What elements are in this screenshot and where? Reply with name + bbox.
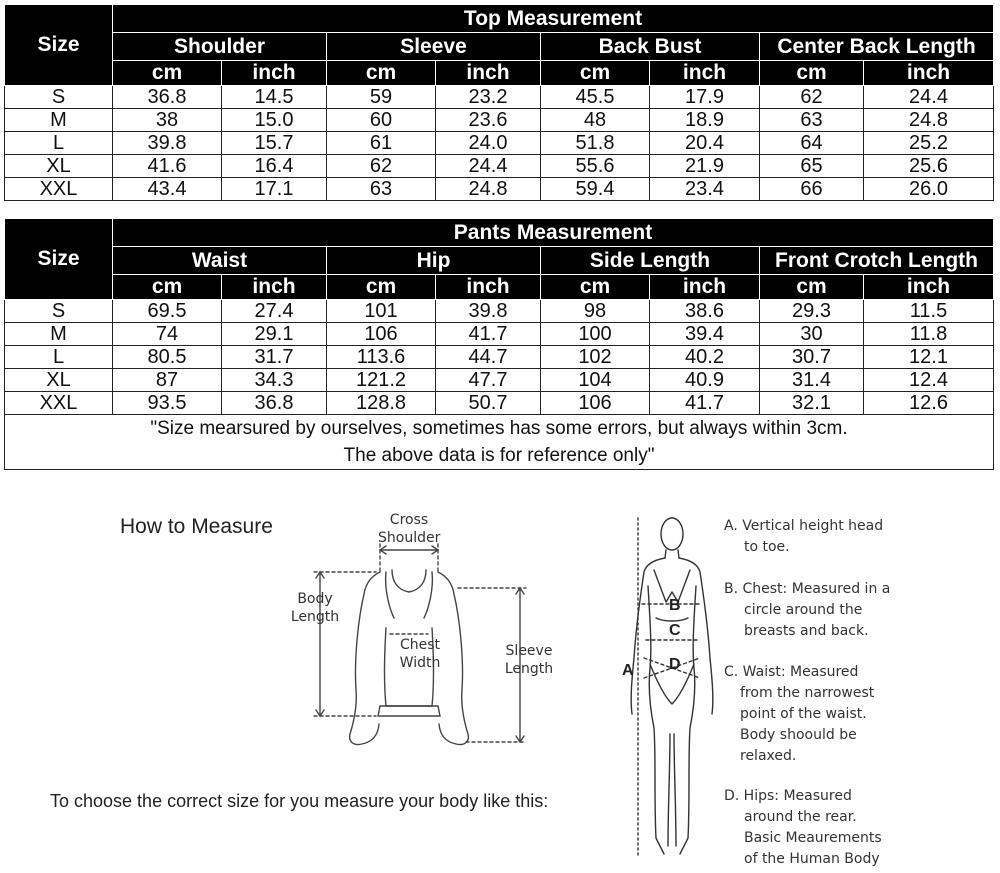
value-cell: 21.9 (650, 155, 760, 178)
value-cell: 24.0 (436, 132, 541, 155)
column-header-hip: Hip (327, 247, 541, 275)
value-cell: 36.8 (222, 392, 327, 415)
unit-header: cm (327, 61, 436, 86)
size-cell: XL (5, 155, 113, 178)
value-cell: 30 (760, 323, 864, 346)
value-cell: 106 (327, 323, 436, 346)
value-cell: 24.8 (864, 109, 994, 132)
disclaimer-line-1: "Size mearsured by ourselves, sometimes has some errors, but always within 3cm. (150, 418, 848, 439)
disclaimer-note (5, 415, 994, 470)
unit-header: cm (113, 275, 222, 300)
value-cell: 20.4 (650, 132, 760, 155)
value-cell: 12.6 (864, 392, 994, 415)
value-cell: 41.7 (436, 323, 541, 346)
table-row (5, 369, 994, 392)
marker-d: D (669, 656, 681, 673)
value-cell: 11.5 (864, 300, 994, 323)
value-cell: 38 (113, 109, 222, 132)
value-cell: 15.7 (222, 132, 327, 155)
value-cell: 69.5 (113, 300, 222, 323)
value-cell: 26.0 (864, 178, 994, 201)
value-cell: 128.8 (327, 392, 436, 415)
value-cell: 101 (327, 300, 436, 323)
value-cell: 23.2 (436, 86, 541, 109)
sweater-diagram (280, 510, 580, 760)
unit-header: inch (436, 61, 541, 86)
value-cell: 60 (327, 109, 436, 132)
value-cell: 41.6 (113, 155, 222, 178)
value-cell: 39.8 (436, 300, 541, 323)
value-cell: 17.9 (650, 86, 760, 109)
size-cell: S (5, 300, 113, 323)
size-cell: S (5, 86, 113, 109)
table-row (5, 392, 994, 415)
value-cell: 59 (327, 86, 436, 109)
pants-measurement-title: Pants Measurement (113, 219, 994, 247)
value-cell: 16.4 (222, 155, 327, 178)
value-cell: 40.2 (650, 346, 760, 369)
value-cell: 61 (327, 132, 436, 155)
value-cell: 23.6 (436, 109, 541, 132)
value-cell: 48 (541, 109, 650, 132)
table-row (5, 155, 994, 178)
column-header-back-bust: Back Bust (541, 33, 760, 61)
value-cell: 66 (760, 178, 864, 201)
value-cell: 32.1 (760, 392, 864, 415)
size-cell: XXL (5, 178, 113, 201)
table-row (5, 132, 994, 155)
value-cell: 98 (541, 300, 650, 323)
unit-header: inch (864, 61, 994, 86)
value-cell: 29.3 (760, 300, 864, 323)
value-cell: 106 (541, 392, 650, 415)
value-cell: 12.4 (864, 369, 994, 392)
unit-header: inch (864, 275, 994, 300)
unit-header: cm (327, 275, 436, 300)
unit-header: cm (760, 61, 864, 86)
value-cell: 50.7 (436, 392, 541, 415)
value-cell: 29.1 (222, 323, 327, 346)
value-cell: 24.4 (436, 155, 541, 178)
value-cell: 80.5 (113, 346, 222, 369)
column-header-front-crotch-length: Front Crotch Length (760, 247, 994, 275)
value-cell: 34.3 (222, 369, 327, 392)
measure-instruction: To choose the correct size for you measure your body like this: (50, 791, 549, 811)
value-cell: 30.7 (760, 346, 864, 369)
size-cell: XL (5, 369, 113, 392)
size-cell: XXL (5, 392, 113, 415)
size-cell: L (5, 346, 113, 369)
unit-header: inch (222, 61, 327, 86)
human-body-diagram (620, 508, 720, 870)
description-a: A. Vertical height head to toe. (724, 518, 884, 555)
unit-header: cm (541, 61, 650, 86)
value-cell: 62 (760, 86, 864, 109)
value-cell: 44.7 (436, 346, 541, 369)
value-cell: 25.6 (864, 155, 994, 178)
unit-header: inch (222, 275, 327, 300)
unit-header: inch (650, 61, 760, 86)
description-d: D. Hips: Measured around the rear. Basic Meaurements of the Human Body (724, 788, 882, 867)
value-cell: 62 (327, 155, 436, 178)
size-header: Size (5, 5, 113, 86)
value-cell: 104 (541, 369, 650, 392)
how-to-measure-heading: How to Measure (120, 515, 273, 538)
marker-a: A (622, 662, 634, 679)
size-cell: M (5, 109, 113, 132)
value-cell: 39.4 (650, 323, 760, 346)
unit-header: cm (113, 61, 222, 86)
value-cell: 17.1 (222, 178, 327, 201)
column-header-shoulder: Shoulder (113, 33, 327, 61)
sleeve-length-label: Sleeve Length (504, 643, 554, 677)
value-cell: 55.6 (541, 155, 650, 178)
value-cell: 25.2 (864, 132, 994, 155)
value-cell: 41.7 (650, 392, 760, 415)
value-cell: 40.9 (650, 369, 760, 392)
marker-b: B (669, 597, 681, 614)
value-cell: 18.9 (650, 109, 760, 132)
description-b: B. Chest: Measured in a circle around the breasts and back. (724, 581, 891, 639)
body-length-label: Body Length (290, 591, 340, 625)
value-cell: 39.8 (113, 132, 222, 155)
chest-width-label: Chest Width (399, 637, 441, 671)
value-cell: 59.4 (541, 178, 650, 201)
value-cell: 45.5 (541, 86, 650, 109)
value-cell: 27.4 (222, 300, 327, 323)
value-cell: 31.7 (222, 346, 327, 369)
value-cell: 64 (760, 132, 864, 155)
value-cell: 74 (113, 323, 222, 346)
top-measurement-title: Top Measurement (113, 5, 994, 33)
value-cell: 102 (541, 346, 650, 369)
unit-header: inch (436, 275, 541, 300)
value-cell: 23.4 (650, 178, 760, 201)
value-cell: 121.2 (327, 369, 436, 392)
value-cell: 36.8 (113, 86, 222, 109)
value-cell: 12.1 (864, 346, 994, 369)
top-measurement-table (4, 4, 994, 201)
description-c: C. Waist: Measured from the narrowest point of the waist. Body shoould be relaxed. (724, 664, 875, 764)
unit-header: cm (760, 275, 864, 300)
value-cell: 24.8 (436, 178, 541, 201)
size-cell: M (5, 323, 113, 346)
cross-shoulder-label: Cross Shoulder (378, 512, 441, 546)
value-cell: 63 (760, 109, 864, 132)
column-header-sleeve: Sleeve (327, 33, 541, 61)
value-cell: 31.4 (760, 369, 864, 392)
table-row (5, 323, 994, 346)
value-cell: 15.0 (222, 109, 327, 132)
size-header: Size (5, 219, 113, 300)
value-cell: 87 (113, 369, 222, 392)
value-cell: 93.5 (113, 392, 222, 415)
value-cell: 24.4 (864, 86, 994, 109)
column-header-center-back-length: Center Back Length (760, 33, 994, 61)
value-cell: 43.4 (113, 178, 222, 201)
table-row (5, 300, 994, 323)
table-row (5, 86, 994, 109)
value-cell: 11.8 (864, 323, 994, 346)
size-cell: L (5, 132, 113, 155)
marker-c: C (669, 622, 681, 639)
disclaimer-line-2: The above data is for reference only" (343, 445, 655, 466)
unit-header: inch (650, 275, 760, 300)
column-header-waist: Waist (113, 247, 327, 275)
table-row (5, 346, 994, 369)
value-cell: 63 (327, 178, 436, 201)
value-cell: 14.5 (222, 86, 327, 109)
column-header-side-length: Side Length (541, 247, 760, 275)
value-cell: 113.6 (327, 346, 436, 369)
value-cell: 51.8 (541, 132, 650, 155)
value-cell: 47.7 (436, 369, 541, 392)
value-cell: 38.6 (650, 300, 760, 323)
table-row (5, 109, 994, 132)
value-cell: 65 (760, 155, 864, 178)
unit-header: cm (541, 275, 650, 300)
table-row (5, 178, 994, 201)
value-cell: 100 (541, 323, 650, 346)
pants-measurement-table (4, 218, 994, 470)
